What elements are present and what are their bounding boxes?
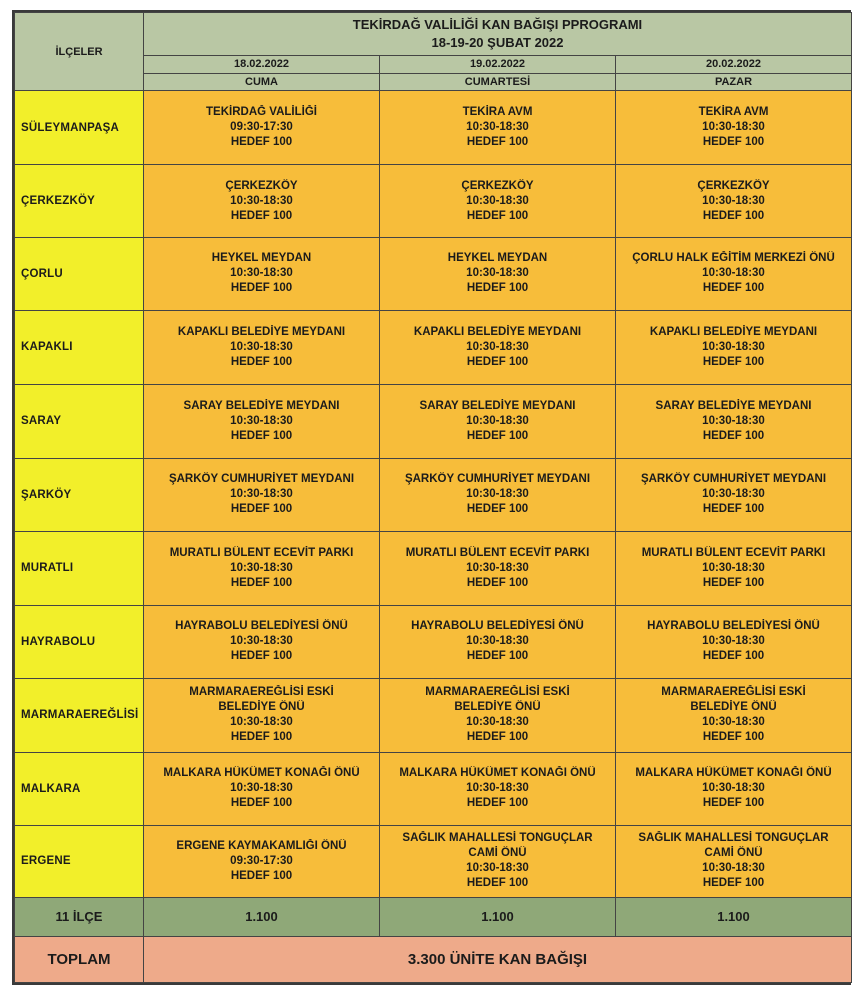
district-name: ÇORLU: [15, 237, 144, 310]
cell-line: HEDEF 100: [466, 355, 529, 368]
cell-line: TEKİRA AVM: [462, 106, 533, 119]
cell-line: HEDEF 100: [230, 503, 293, 516]
cell-line: 10:30-18:30: [702, 862, 765, 875]
district-name: MURATLI: [15, 531, 144, 605]
schedule-cell: [380, 91, 616, 165]
cell-line: HEDEF 100: [466, 209, 529, 222]
cell-line: SARAY BELEDİYE MEYDANI: [655, 399, 812, 412]
cell-line: ERGENE KAYMAKAMLIĞI ÖNÜ: [176, 839, 347, 852]
cell-line: MARMARAEREĞLİSİ ESKİ: [425, 686, 570, 699]
subtitle-text: 18-19-20 ŞUBAT 2022: [431, 35, 564, 51]
cell-line: 10:30-18:30: [466, 635, 529, 648]
title-text: TEKİRDAĞ VALİLİĞİ KAN BAĞIŞI PPROGRAMI: [352, 17, 643, 33]
cell-line: 10:30-18:30: [466, 267, 529, 280]
cell-line: SAĞLIK MAHALLESİ TONGUÇLAR: [638, 832, 829, 845]
cell-line: 10:30-18:30: [466, 716, 529, 729]
cell-line: HEDEF 100: [230, 731, 293, 744]
cell-line: 10:30-18:30: [230, 488, 293, 501]
cell-line: HEDEF 100: [702, 503, 765, 516]
schedule-cell: [616, 91, 852, 165]
cell-line: 10:30-18:30: [230, 716, 293, 729]
schedule-cell: [144, 825, 380, 897]
cell-line: 10:30-18:30: [230, 561, 293, 574]
schedule-cell: [144, 531, 380, 605]
day-header-2: CUMARTESİ: [380, 73, 616, 90]
cell-line: HEDEF 100: [702, 355, 765, 368]
district-name: SÜLEYMANPAŞA: [15, 91, 144, 165]
cell-line: HEDEF 100: [702, 650, 765, 663]
summary-row: [15, 897, 852, 936]
cell-line: ÇERKEZKÖY: [697, 179, 770, 192]
cell-line: MURATLI BÜLENT ECEVİT PARKI: [169, 546, 354, 559]
schedule-cell: [616, 678, 852, 752]
cell-line: SAĞLIK MAHALLESİ TONGUÇLAR: [402, 832, 593, 845]
cell-line: HAYRABOLU BELEDİYESİ ÖNÜ: [647, 620, 820, 633]
cell-line: HEDEF 100: [702, 282, 765, 295]
day-header-1: CUMA: [144, 73, 380, 90]
schedule-cell: [144, 752, 380, 825]
district-row: [15, 605, 852, 678]
cell-line: TEKİRDAĞ VALİLİĞİ: [206, 106, 317, 119]
cell-line: SARAY BELEDİYE MEYDANI: [183, 399, 340, 412]
district-name: KAPAKLI: [15, 310, 144, 384]
cell-line: 10:30-18:30: [230, 414, 293, 427]
district-row: [15, 91, 852, 165]
schedule-cell: [144, 384, 380, 458]
cell-line: 09:30-17:30: [230, 854, 293, 867]
summary-value: 1.100: [144, 897, 380, 936]
cell-line: ŞARKÖY CUMHURİYET MEYDANI: [404, 473, 591, 486]
cell-line: 10:30-18:30: [702, 340, 765, 353]
district-row: [15, 678, 852, 752]
cell-line: BELEDİYE ÖNÜ: [690, 701, 777, 714]
district-name: ŞARKÖY: [15, 458, 144, 531]
cell-line: CAMİ ÖNÜ: [468, 847, 527, 860]
cell-line: MALKARA HÜKÜMET KONAĞI ÖNÜ: [163, 767, 360, 780]
schedule-cell: [144, 605, 380, 678]
cell-line: 10:30-18:30: [466, 862, 529, 875]
cell-line: HEDEF 100: [466, 650, 529, 663]
schedule-cell: [144, 310, 380, 384]
page-title: [144, 13, 852, 56]
schedule-cell: [616, 752, 852, 825]
cell-line: HEDEF 100: [230, 355, 293, 368]
cell-line: HAYRABOLU BELEDİYESİ ÖNÜ: [411, 620, 584, 633]
total-label: TOPLAM: [15, 936, 144, 982]
cell-line: 10:30-18:30: [466, 194, 529, 207]
schedule-cell: [380, 237, 616, 310]
schedule-cell: [616, 384, 852, 458]
cell-line: HEYKEL MEYDAN: [211, 252, 312, 265]
district-row: [15, 165, 852, 238]
cell-line: SARAY BELEDİYE MEYDANI: [419, 399, 576, 412]
schedule-cell: [616, 605, 852, 678]
schedule-cell: [380, 825, 616, 897]
cell-line: MARMARAEREĞLİSİ ESKİ: [189, 686, 334, 699]
date-header-2: 19.02.2022: [380, 56, 616, 73]
cell-line: HEDEF 100: [466, 136, 529, 149]
district-name: MALKARA: [15, 752, 144, 825]
day-header-3: PAZAR: [616, 73, 852, 90]
schedule-cell: [616, 531, 852, 605]
schedule-cell: [144, 678, 380, 752]
cell-line: MALKARA HÜKÜMET KONAĞI ÖNÜ: [635, 767, 832, 780]
cell-line: 10:30-18:30: [230, 267, 293, 280]
cell-line: 09:30-17:30: [230, 121, 293, 134]
cell-line: HEDEF 100: [230, 136, 293, 149]
schedule-cell: [616, 165, 852, 238]
cell-line: HEDEF 100: [702, 429, 765, 442]
schedule-cell: [380, 605, 616, 678]
summary-value: 1.100: [616, 897, 852, 936]
cell-line: ÇORLU HALK EĞİTİM MERKEZİ ÖNÜ: [632, 252, 835, 265]
cell-line: HEDEF 100: [466, 282, 529, 295]
district-name: MARMARAEREĞLİSİ: [15, 678, 144, 752]
summary-label: 11 İLÇE: [15, 897, 144, 936]
cell-line: BELEDİYE ÖNÜ: [218, 701, 305, 714]
cell-line: 10:30-18:30: [702, 121, 765, 134]
district-row: [15, 384, 852, 458]
cell-line: HEDEF 100: [702, 797, 765, 810]
cell-line: HEDEF 100: [466, 797, 529, 810]
district-row: [15, 531, 852, 605]
cell-line: HEDEF 100: [230, 797, 293, 810]
cell-line: CAMİ ÖNÜ: [704, 847, 763, 860]
cell-line: HEDEF 100: [466, 731, 529, 744]
district-row: [15, 310, 852, 384]
cell-line: 10:30-18:30: [466, 488, 529, 501]
district-name: ERGENE: [15, 825, 144, 897]
cell-line: 10:30-18:30: [702, 488, 765, 501]
cell-line: 10:30-18:30: [466, 414, 529, 427]
cell-line: 10:30-18:30: [466, 340, 529, 353]
cell-line: 10:30-18:30: [702, 635, 765, 648]
schedule-cell: [380, 678, 616, 752]
cell-line: HEDEF 100: [702, 576, 765, 589]
date-header-3: 20.02.2022: [616, 56, 852, 73]
schedule-cell: [380, 752, 616, 825]
district-row: [15, 458, 852, 531]
cell-line: 10:30-18:30: [702, 414, 765, 427]
cell-line: 10:30-18:30: [702, 267, 765, 280]
cell-line: 10:30-18:30: [702, 716, 765, 729]
district-name: HAYRABOLU: [15, 605, 144, 678]
schedule-cell: [380, 458, 616, 531]
cell-line: HEDEF 100: [702, 209, 765, 222]
cell-line: KAPAKLI BELEDİYE MEYDANI: [177, 325, 346, 338]
cell-line: 10:30-18:30: [230, 340, 293, 353]
cell-line: BELEDİYE ÖNÜ: [454, 701, 541, 714]
cell-line: ŞARKÖY CUMHURİYET MEYDANI: [168, 473, 355, 486]
cell-line: 10:30-18:30: [466, 782, 529, 795]
cell-line: 10:30-18:30: [230, 782, 293, 795]
ilceler-header: İLÇELER: [15, 13, 144, 91]
schedule-cell: [616, 825, 852, 897]
cell-line: HEDEF 100: [230, 282, 293, 295]
cell-line: MARMARAEREĞLİSİ ESKİ: [661, 686, 806, 699]
cell-line: KAPAKLI BELEDİYE MEYDANI: [649, 325, 818, 338]
schedule-body: [15, 13, 852, 983]
cell-line: HEDEF 100: [702, 731, 765, 744]
date-header-1: 18.02.2022: [144, 56, 380, 73]
cell-line: 10:30-18:30: [230, 635, 293, 648]
cell-line: ÇERKEZKÖY: [461, 179, 534, 192]
district-row: [15, 752, 852, 825]
schedule-cell: [144, 165, 380, 238]
cell-line: 10:30-18:30: [702, 194, 765, 207]
summary-value: 1.100: [380, 897, 616, 936]
schedule-cell: [380, 165, 616, 238]
cell-line: 10:30-18:30: [230, 194, 293, 207]
schedule-cell: [380, 384, 616, 458]
cell-line: 10:30-18:30: [466, 121, 529, 134]
schedule-cell: [144, 91, 380, 165]
cell-line: MALKARA HÜKÜMET KONAĞI ÖNÜ: [399, 767, 596, 780]
cell-line: MURATLI BÜLENT ECEVİT PARKI: [641, 546, 826, 559]
total-value: 3.300 ÜNİTE KAN BAĞIŞI: [144, 936, 852, 982]
district-row: [15, 237, 852, 310]
schedule-cell: [616, 310, 852, 384]
schedule-cell: [616, 237, 852, 310]
cell-line: ŞARKÖY CUMHURİYET MEYDANI: [640, 473, 827, 486]
cell-line: HEDEF 100: [466, 877, 529, 890]
cell-line: 10:30-18:30: [466, 561, 529, 574]
cell-line: KAPAKLI BELEDİYE MEYDANI: [413, 325, 582, 338]
district-row: [15, 825, 852, 897]
cell-line: HAYRABOLU BELEDİYESİ ÖNÜ: [175, 620, 348, 633]
cell-line: TEKİRA AVM: [698, 106, 769, 119]
schedule-cell: [144, 237, 380, 310]
cell-line: HEDEF 100: [702, 877, 765, 890]
cell-line: HEDEF 100: [466, 576, 529, 589]
cell-line: 10:30-18:30: [702, 561, 765, 574]
total-row: [15, 936, 852, 982]
cell-line: HEDEF 100: [466, 429, 529, 442]
cell-line: HEYKEL MEYDAN: [447, 252, 548, 265]
blood-donation-schedule: [12, 10, 851, 985]
cell-line: HEDEF 100: [230, 209, 293, 222]
schedule-table: [14, 12, 852, 983]
cell-line: HEDEF 100: [702, 136, 765, 149]
district-name: SARAY: [15, 384, 144, 458]
schedule-cell: [144, 458, 380, 531]
cell-line: HEDEF 100: [230, 650, 293, 663]
cell-line: MURATLI BÜLENT ECEVİT PARKI: [405, 546, 590, 559]
cell-line: HEDEF 100: [230, 869, 293, 882]
cell-line: HEDEF 100: [230, 429, 293, 442]
cell-line: HEDEF 100: [230, 576, 293, 589]
district-name: ÇERKEZKÖY: [15, 165, 144, 238]
schedule-cell: [380, 310, 616, 384]
cell-line: HEDEF 100: [466, 503, 529, 516]
schedule-cell: [380, 531, 616, 605]
cell-line: ÇERKEZKÖY: [225, 179, 298, 192]
schedule-cell: [616, 458, 852, 531]
cell-line: 10:30-18:30: [702, 782, 765, 795]
